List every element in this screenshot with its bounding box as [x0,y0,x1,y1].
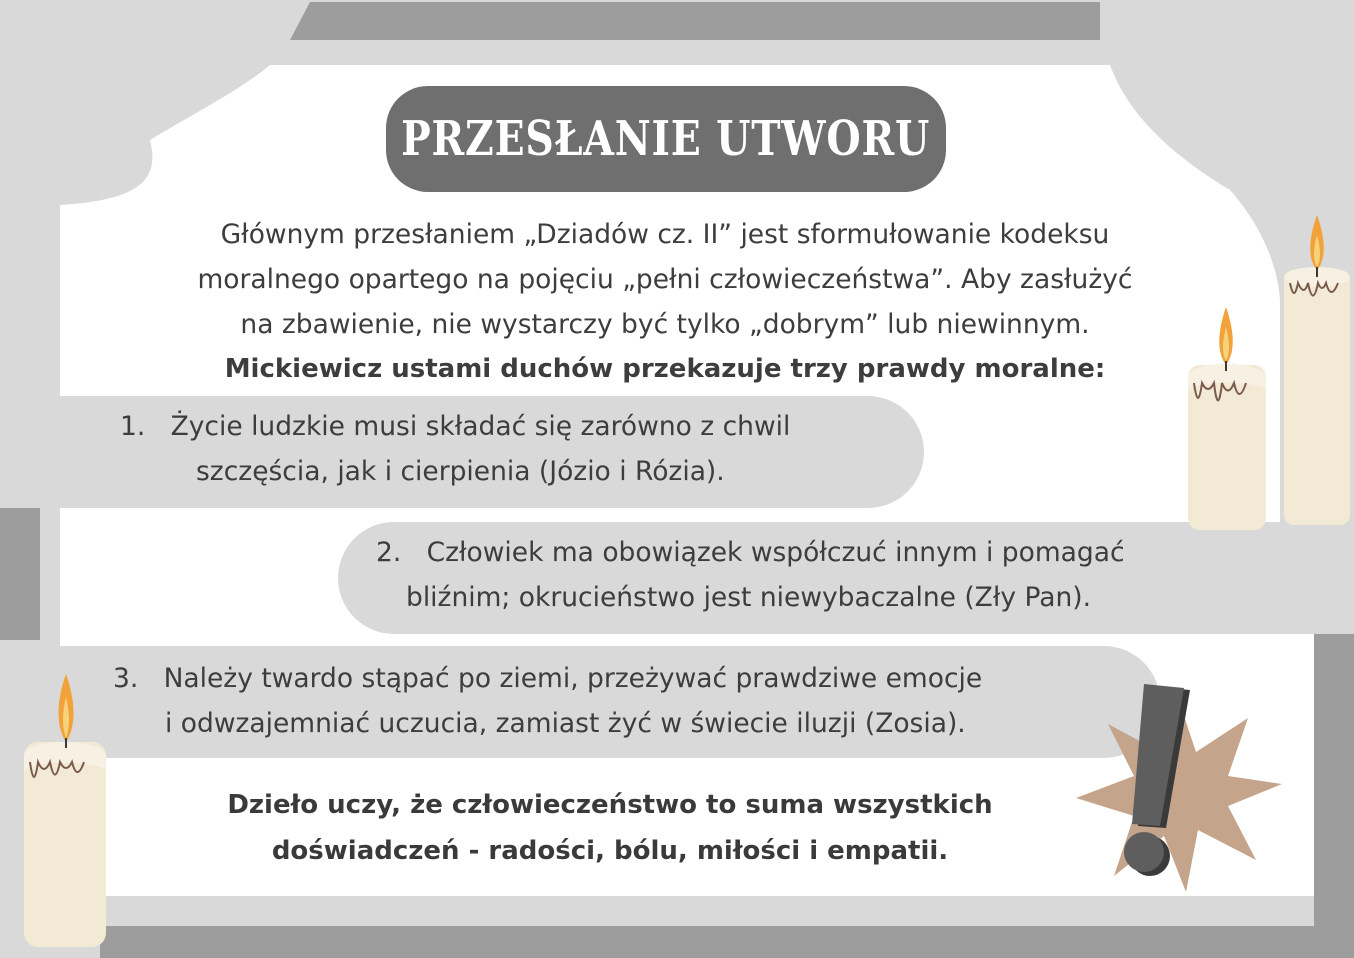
truth-text: szczęścia, jak i cierpienia (Józio i Rózia). [196,456,725,487]
closing-statement [150,782,1070,874]
title-banner [386,86,946,192]
truth-2 [376,530,1125,620]
page-title: PRZESŁANIE UTWORU [401,111,931,167]
intro-line: Głównym przesłaniem „Dziadów cz. II” jest sformułowanie kodeksu [220,219,1110,250]
exclamation-icon [1068,680,1288,900]
truth-text: i odwzajemniać uczucia, zamiast żyć w świecie iluzji (Zosia). [165,708,966,739]
truth-number: 1. [120,411,146,442]
truth-number: 2. [376,537,402,568]
intro-line: na zbawienie, nie wystarczy być tylko „dobrym” lub niewinnym. [240,309,1090,340]
closing-line: Dzieło uczy, że człowieczeństwo to suma wszystkich [227,790,993,820]
truth-1 [120,404,790,494]
candle-icon [18,672,110,954]
closing-line: doświadczeń - radości, bólu, miłości i empatii. [271,836,949,866]
intro-bold-line: Mickiewicz ustami duchów przekazuje trzy prawdy moralne: [224,354,1106,384]
truth-text: Człowiek ma obowiązek współczuć innym i pomagać [426,537,1125,568]
truth-3 [113,656,982,746]
truth-text: Należy twardo stąpać po ziemi, przeżywać prawdziwe emocje [163,663,983,694]
candle-icon [1180,215,1354,535]
truth-text: Życie ludzkie musi składać się zarówno z chwil [170,411,791,442]
truth-text: bliźnim; okrucieństwo jest niewybaczalne (Zły Pan). [406,582,1092,613]
intro-paragraph [90,212,1240,392]
truth-number: 3. [113,663,139,694]
intro-line: moralnego opartego na pojęciu „pełni człowieczeństwa”. Aby zasłużyć [197,264,1133,295]
